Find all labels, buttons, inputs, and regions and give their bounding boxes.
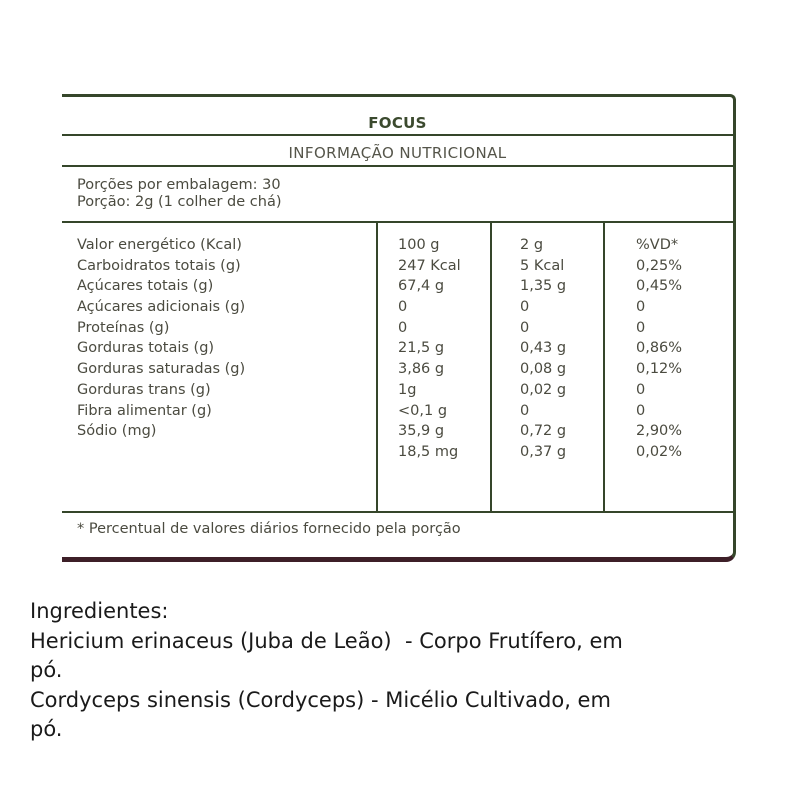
nutrient-name: Valor energético (Kcal)	[77, 237, 242, 253]
divider	[62, 511, 733, 513]
percent-dv-value: 0	[636, 402, 646, 419]
per-100g-value: 18,5 mg	[398, 443, 459, 460]
per-100g-value: 67,4 g	[398, 278, 445, 295]
nutrient-name: Gorduras trans (g)	[77, 381, 211, 398]
footnote: * Percentual de valores diários fornecido pela porção	[77, 521, 461, 537]
percent-dv-value: 0,86%	[636, 340, 683, 357]
nutrient-name: Gorduras totais (g)	[77, 340, 215, 357]
nutrient-name: Gorduras saturadas (g)	[77, 361, 246, 378]
per-100g-value: <0,1 g	[398, 402, 448, 419]
nutrient-names-column	[77, 235, 245, 442]
divider	[62, 165, 733, 167]
ingredient-line: Cordyceps sinensis (Cordyceps) - Micélio Cultivado, em	[30, 687, 611, 712]
percent-dv-value: %VD*	[636, 237, 679, 253]
per-100g-value: 100 g	[398, 237, 440, 253]
nutrition-label	[62, 94, 736, 562]
per-100g-value: 1g	[398, 381, 417, 398]
percent-dv-value: 0	[636, 319, 646, 336]
percent-dv-value: 0,02%	[636, 443, 683, 460]
divider	[62, 221, 733, 223]
nutrient-name: Carboidratos totais (g)	[77, 257, 241, 274]
per-100g-value: 21,5 g	[398, 340, 445, 357]
serving-size: Porção: 2g (1 colher de chá)	[77, 194, 282, 210]
per-100g-value: 247 Kcal	[398, 257, 461, 274]
servings-per-package: Porções por embalagem: 30	[77, 177, 281, 193]
divider	[62, 134, 733, 136]
ingredient-line: pó.	[30, 658, 63, 682]
per-2g-value: 5 Kcal	[520, 257, 565, 274]
nutrient-name: Sódio (mg)	[77, 423, 157, 440]
column-divider	[376, 223, 378, 513]
ingredients-section	[30, 597, 730, 745]
per-100g-value: 3,86 g	[398, 361, 445, 378]
product-name: FOCUS	[368, 114, 427, 132]
ingredients-heading: Ingredientes:	[30, 599, 169, 623]
per-2g-value: 2 g	[520, 237, 544, 253]
per-2g-value: 0	[520, 402, 530, 419]
per-2g-value: 1,35 g	[520, 278, 567, 295]
nutrient-name: Fibra alimentar (g)	[77, 402, 212, 419]
column-divider	[603, 223, 605, 513]
per-2g-value: 0	[520, 319, 530, 336]
per-100g-value: 0	[398, 299, 408, 316]
per-100g-value: 0	[398, 319, 408, 336]
nutrient-name: Açúcares adicionais (g)	[77, 299, 246, 316]
per-2g-value: 0,43 g	[520, 340, 567, 357]
percent-dv-column	[636, 235, 682, 463]
ingredient-line: Hericium erinaceus (Juba de Leão) - Corpo Frutífero, em	[30, 628, 623, 653]
per-100g-value: 35,9 g	[398, 423, 445, 440]
per-2g-column	[520, 235, 566, 463]
per-2g-value: 0,02 g	[520, 381, 567, 398]
percent-dv-value: 0,25%	[636, 257, 683, 274]
nutrient-name: Proteínas (g)	[77, 319, 170, 336]
per-2g-value: 0,08 g	[520, 361, 567, 378]
column-divider	[490, 223, 492, 513]
per-100g-column	[398, 235, 461, 463]
ingredient-line: pó.	[30, 717, 63, 741]
percent-dv-value: 2,90%	[636, 423, 683, 440]
table-title: INFORMAÇÃO NUTRICIONAL	[288, 144, 507, 162]
percent-dv-value: 0,45%	[636, 278, 683, 295]
per-2g-value: 0,72 g	[520, 423, 567, 440]
serving-info	[77, 177, 282, 211]
percent-dv-value: 0	[636, 381, 646, 398]
per-2g-value: 0,37 g	[520, 443, 567, 460]
percent-dv-value: 0,12%	[636, 361, 683, 378]
per-2g-value: 0	[520, 299, 530, 316]
percent-dv-value: 0	[636, 299, 646, 316]
nutrient-name: Açúcares totais (g)	[77, 278, 214, 295]
